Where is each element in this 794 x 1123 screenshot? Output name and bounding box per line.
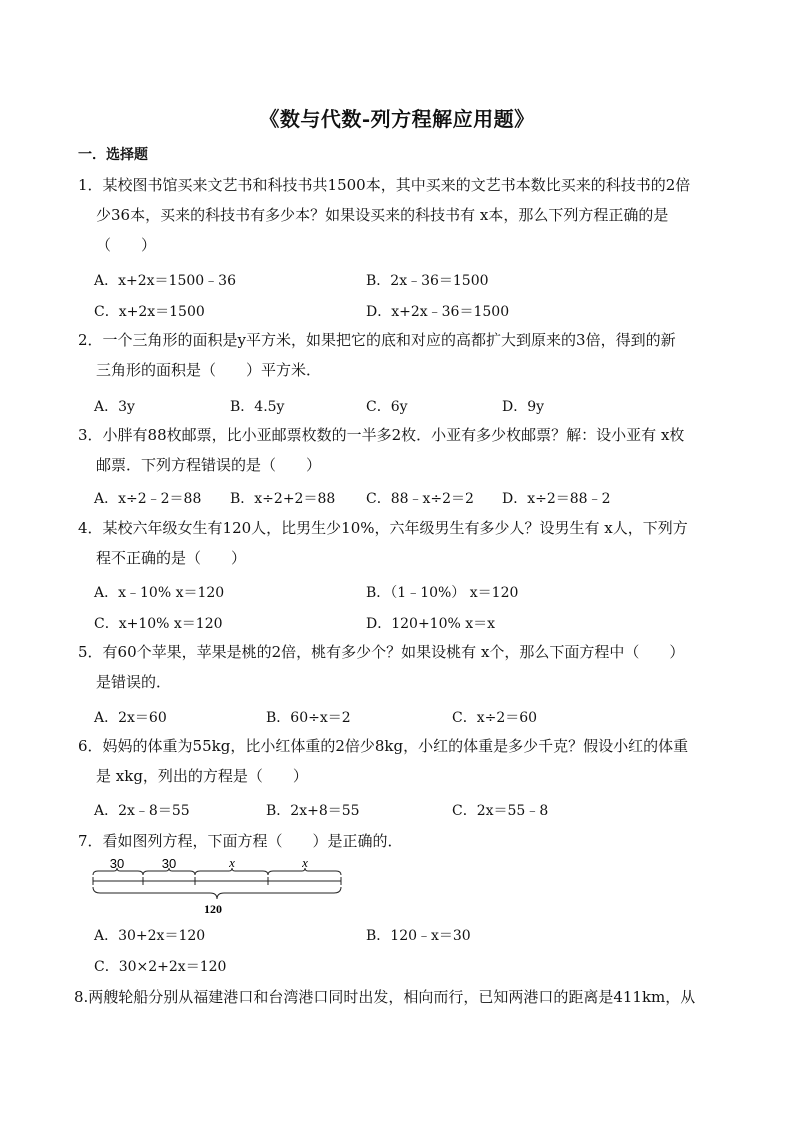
question-text: 少36本，买来的科技书有多少本？如果设买来的科技书有 x本，那么下列方程正确的是 (96, 206, 669, 224)
option-a: A．2x﹣8＝55 (94, 803, 190, 819)
question-text: 是 xkg，列出的方程是（ ） (96, 767, 308, 785)
option-c: C．x+2x＝1500 (94, 304, 205, 320)
option-b: B．60÷x＝2 (266, 710, 351, 726)
question-text: 7．看如图列方程，下面方程（ ）是正确的． (78, 832, 403, 850)
question-text: 1．某校图书馆买来文艺书和科技书共1500本，其中买来的文艺书本数比买来的科技书的2倍 (78, 176, 691, 194)
option-c: C．6y (366, 399, 408, 415)
page-title: 《数与代数-列方程解应用题》 (259, 107, 535, 131)
question-2 (78, 325, 728, 385)
question-text: 程不正确的是（ ） (96, 549, 247, 567)
option-c: C．30×2+2x＝120 (94, 959, 227, 975)
question-text: 6．妈妈的体重为55kg，比小红体重的2倍少8kg，小红的体重是多少千克？假设小红的体重 (78, 737, 689, 755)
question-3 (78, 420, 728, 480)
question-7 (78, 826, 728, 856)
option-c: C．88﹣x÷2＝2 (366, 491, 474, 507)
question-text: 4．某校六年级女生有120人，比男生少10%，六年级男生有多少人？设男生有 x人，下列方 (78, 519, 688, 537)
question-text: 3．小胖有88枚邮票，比小亚邮票枚数的一半多2枚．小亚有多少枚邮票？解：设小亚有 x枚 (78, 426, 685, 444)
segment-brace (143, 868, 195, 875)
question-text: 5．有60个苹果，苹果是桃的2倍，桃有多少个？如果设桃有 x个，那么下面方程中（ ） (78, 643, 685, 661)
segment-brace (268, 868, 341, 875)
option-c: C．2x＝55﹣8 (452, 803, 549, 819)
option-b: B．（1﹣10%） x＝120 (366, 585, 519, 601)
option-b: B．2x+8＝55 (266, 803, 360, 819)
option-d: D．9y (502, 399, 545, 415)
question-8 (74, 982, 734, 1012)
option-b: B．x÷2+2＝88 (230, 491, 336, 507)
segment-label: x (229, 855, 235, 870)
option-a: A．x+2x＝1500﹣36 (94, 273, 236, 289)
total-label: 120 (204, 902, 222, 916)
option-b: B．4.5y (230, 399, 285, 415)
section-heading: 一．选择题 (78, 147, 148, 163)
question-text: 邮票．下列方程错误的是（ ） (96, 456, 322, 474)
option-b: B．2x﹣36＝1500 (366, 273, 489, 289)
option-a: A．x÷2﹣2＝88 (94, 491, 202, 507)
question-text: 8.两艘轮船分别从福建港口和台湾港口同时出发，相向而行，已知两港口的距离是411km，从 (74, 988, 696, 1006)
question-text: 三角形的面积是（ ）平方米． (96, 361, 322, 379)
option-c: C．x+10% x＝120 (94, 616, 223, 632)
question-1 (78, 170, 728, 260)
question-4 (78, 513, 728, 573)
question-text: （ ） (96, 236, 157, 254)
segment-label: 30 (109, 856, 125, 871)
option-a: A．x﹣10% x＝120 (94, 585, 225, 601)
option-b: B．120﹣x＝30 (366, 928, 471, 944)
option-a: A．2x＝60 (94, 710, 167, 726)
segment-diagram (88, 853, 348, 923)
option-a: A．30+2x＝120 (94, 928, 206, 944)
option-d: D．x÷2＝88﹣2 (502, 491, 611, 507)
segment-label: x (302, 855, 308, 870)
question-5 (78, 637, 728, 697)
segment-brace (195, 868, 268, 875)
segment-label: 30 (161, 856, 177, 871)
question-text: 是错误的． (96, 673, 172, 691)
total-brace (93, 887, 341, 899)
option-d: D．120+10% x＝x (366, 616, 496, 632)
question-6 (78, 731, 728, 791)
option-c: C．x÷2＝60 (452, 710, 538, 726)
option-a: A．3y (94, 399, 135, 415)
question-text: 2．一个三角形的面积是y平方米，如果把它的底和对应的高都扩大到原来的3倍，得到的新 (78, 331, 676, 349)
option-d: D．x+2x﹣36＝1500 (366, 304, 510, 320)
